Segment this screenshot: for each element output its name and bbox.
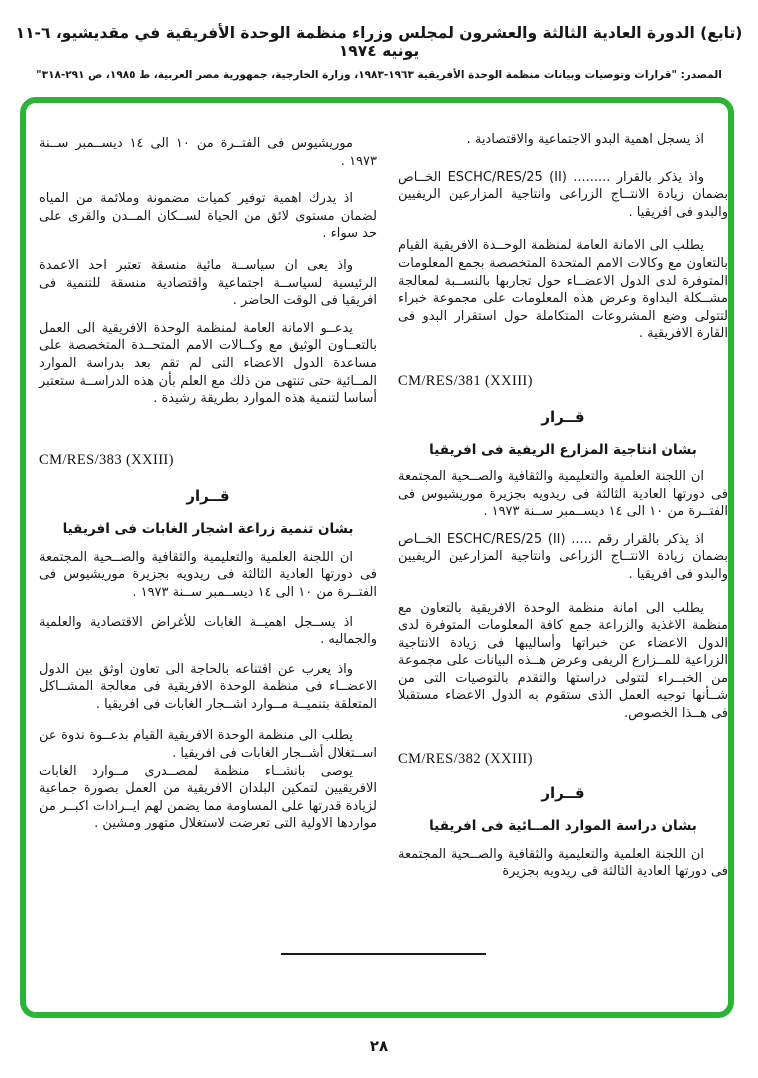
paragraph-forest-cooperation: واذ يعرب عن اقتناعه بالحاجة الى تعاون اوثق بين الدول الاعضــاء فى منظمة الوحدة الافريقية فى معالجة المشــاكل المتعلقة بتنميــة مــوارد اشــجار الغابات فى افريقيا . (39, 661, 377, 712)
resolution-heading-381: قــرار (541, 407, 585, 426)
paragraph-water-quantities: اذ يدرك اهمية توفير كميات مضمونة وملائمة من المياه لضمان مستوى لائق من الحياة لســكان المــدن والقرى على حد سواء . (39, 191, 377, 242)
resolution-subject-382: بشان دراسة الموارد المــائية فى افريقيا (429, 817, 697, 834)
resolution-number-cm-res-382: CM/RES/382 (XXIII) (398, 750, 533, 767)
paragraph-forests-importance: اذ يســجل اهميــة الغابات للأغراض الاقتصادية والعلمية والجماليه . (39, 614, 377, 648)
paragraph-recall-eschc-res25: واذ يذكر بالقرار ......... ESCHC/RES/25 (II) الخــاص بضمان زيادة الانتــاج الزراعى وانتاجية المزارعين الريفيين والبدو فى افريقيا . (398, 169, 728, 220)
resolution-number-cm-res-383: CM/RES/383 (XXIII) (39, 451, 174, 468)
paragraph-request-secretariat-bedouin: يطلب الى الامانة العامة لمنظمة الوحــدة الافريقية القيام بالتعاون مع وكالات الامم المتحدة المتخصصة بجمع المعلومات المتوفرة لدى الدول الاعضــاء حول تجاربها بالنســبة لمعالجة مشــكلة البداوة وعرض هذه المعلومات على مجموعة خبراء لتتولى وضع المشروعات المتكاملة حول استقرار البدو فى القارة الافريقية . (398, 238, 728, 342)
page-header (8, 24, 750, 81)
resolution-number-cm-res-381: CM/RES/381 (XXIII) (398, 372, 533, 389)
header-source-line: المصدر: "قرارات وتوصيات وبيانات منظمة الوحدة الأفريقية ١٩٦٣-١٩٨٣، وزارة الخارجية، جمهورية مصر العربية، ط ١٩٨٥، ص ٢٩١-٣١٨" (36, 69, 722, 81)
column-right (398, 131, 728, 881)
paragraph-committee-session-381: ان اللجنة العلمية والتعليمية والثقافية والصــحية المجتمعة فى دورتها العادية الثالثة فى ريدويه بجزيرة موريشيوس فى الفتــرة من ١٠ الى ١٤ ديســمبر ســنة ١٩٧٣ . (398, 468, 728, 520)
resolution-heading-382: قــرار (541, 783, 585, 802)
paragraph-bedouin-importance: اذ يسجل اهمية البدو الاجتماعية والاقتصادية . (466, 132, 704, 147)
content-frame (20, 97, 734, 1018)
paragraph-mauritius-date: موريشيوس فى الفتــرة من ١٠ الى ١٤ ديســمبر ســنة ١٩٧٣ . (39, 136, 377, 169)
resolution-subject-381: بشان انتاجية المزارع الريفية فى افريقيا (429, 441, 697, 458)
page-footer (0, 1036, 758, 1055)
section-divider (281, 953, 486, 955)
paragraph-recall-eschc-res25-again: اذ يذكر بالقرار رقم ..... ESCHC/RES/25 (II) الخــاص بضمان زيادة الانتــاج الزراعى وانتاجية المزارعين الريفيين والبدو فى افريقيا . (398, 531, 728, 582)
paragraph-request-fao-cooperation: يطلب الى امانة منظمة الوحدة الافريقية بالتعاون مع منظمة الاغذية والزراعة جمع كافة المعلومات المتوفرة لدى الدول الاعضاء عن خبراتها وأساليبها فى زيادة الانتاجية الزراعية للمــزارع الريفى وعرض هــذه البيانات على مجموعة من الخبــراء لتتولى دراستها والتقدم بالتوصيات التى من شــأنها توجيه العمل الذى ستقوم به الدول الاعضاء مستقبلا فى هــذا الخصوص. (398, 600, 728, 722)
paragraph-water-policy: واذ يعى ان سياســة مائية منسقة تعتبر احد الاعمدة الرئيسية لسياســة اجتماعية واقتصادية منسقة للتنمية فى افريقيا فى الوقت الحاضر . (39, 257, 377, 309)
paragraph-forest-seminar: يطلب الى منظمة الوحدة الافريقية القيام بدعــوة ندوة عن اســتغلال أشــجار الغابات فى افريقيا . (39, 728, 377, 762)
paragraph-committee-session-383: ان اللجنة العلمية والتعليمية والثقافية والصــحية المجتمعة فى دورتها العادية الثالثة فى ريدويه بجزيرة موريشيوس فى الفتــرة من ١٠ الى ١٤ ديســمبر ســنة ١٩٧٣ . (39, 549, 377, 600)
paragraph-forest-exporters-organization: يوصى بانشــاء منظمة لمصــدرى مــوارد الغابات الافريقيين لتمكين البلدان الافريقية من العمل بصورة جماعية لزيادة قدرتها على المساومة مما يضمن لهم ايــرادات اكبــر من مواردها الاولية التى تعرضت لاستغلال متهور ومشين . (39, 763, 377, 832)
paragraph-committee-session-382: ان اللجنة العلمية والتعليمية والثقافية والصــحية المجتمعة فى دورتها العادية الثالثة فى ريدويه بجزيرة (398, 846, 728, 880)
paragraph-invite-water-study: يدعــو الامانة العامة لمنظمة الوحدة الافريقية الى العمل بالتعــاون الوثيق مع وكــالات الامم المتحــدة المتخصصة على مساعدة الدول الاعضاء التى لم تقم بعد بدراسة الموارد المــائية حتى تنتهى من ذلك مع العلم بأن هذه الدراســة ستعتبر أساسا لتنمية هذه الموارد بطريقة رشيدة . (39, 320, 377, 407)
resolution-subject-383: بشان تنمية زراعة اشجار الغابات فى افريقيا (62, 520, 354, 537)
page-number: ٢٨ (369, 1037, 389, 1055)
resolution-heading-383: قــرار (186, 486, 230, 505)
column-left (39, 135, 377, 833)
header-session-line: (تابع) الدورة العادية الثالثة والعشرون لمجلس وزراء منظمة الوحدة الأفريقية في مقديشيو، ٦-١١ يونيه ١٩٧٤ (15, 24, 743, 60)
